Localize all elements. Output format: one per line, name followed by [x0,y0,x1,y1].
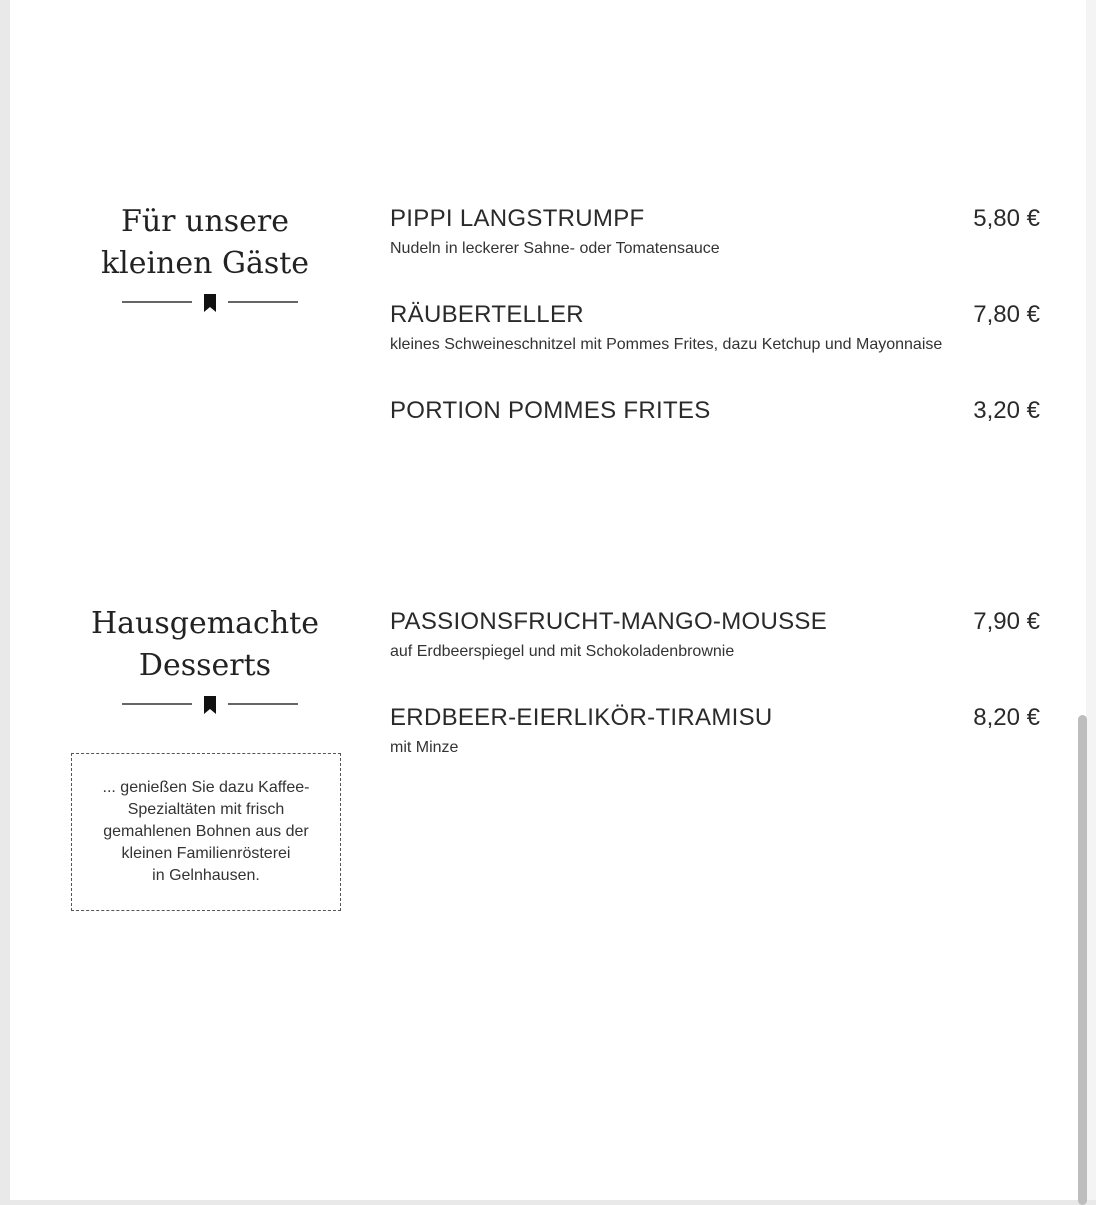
item-description: auf Erdbeerspiegel und mit Schokoladenbrownie [390,643,735,660]
item-description: Nudeln in leckerer Sahne- oder Tomatensauce [390,240,720,257]
item-name: PASSIONSFRUCHT-MANGO-MOUSSE [390,608,828,635]
item-price: 7,80 € [973,301,1040,328]
item-description: mit Minze [390,739,459,756]
item-price: 7,90 € [973,608,1040,635]
scrollbar-track[interactable] [1086,0,1096,1200]
note-line: ... genießen Sie dazu Kaffee- [102,779,310,796]
note-line: gemahlenen Bohnen aus der [103,823,309,840]
item-name: RÄUBERTELLER [390,301,584,328]
item-price: 3,20 € [973,397,1040,424]
item-description: kleines Schweineschnitzel mit Pommes Frites, dazu Ketchup und Mayonnaise [390,336,943,353]
section-title-line: Für unsere [121,204,289,239]
section-title-desserts [55,603,355,687]
note-line: Spezialtäten mit frisch [127,801,285,818]
item-price: 8,20 € [973,704,1040,731]
note-line: kleinen Familienrösterei [121,845,291,862]
item-price: 5,80 € [973,205,1040,232]
section-title-kids [55,201,355,285]
item-name: PIPPI LANGSTRUMPF [390,205,645,232]
scrollbar-thumb[interactable] [1078,715,1087,1205]
bookmark-divider-icon [122,293,298,313]
item-name: PORTION POMMES FRITES [390,397,711,424]
section-title-line: Desserts [138,648,272,683]
coffee-note-box [71,753,341,911]
menu-page [10,0,1086,1200]
item-name: ERDBEER-EIERLIKÖR-TIRAMISU [390,704,773,731]
section-title-line: Hausgemachte [91,606,319,641]
bookmark-divider-icon [122,695,298,715]
note-line: in Gelnhausen. [152,867,260,884]
section-title-line: kleinen Gäste [100,246,310,281]
